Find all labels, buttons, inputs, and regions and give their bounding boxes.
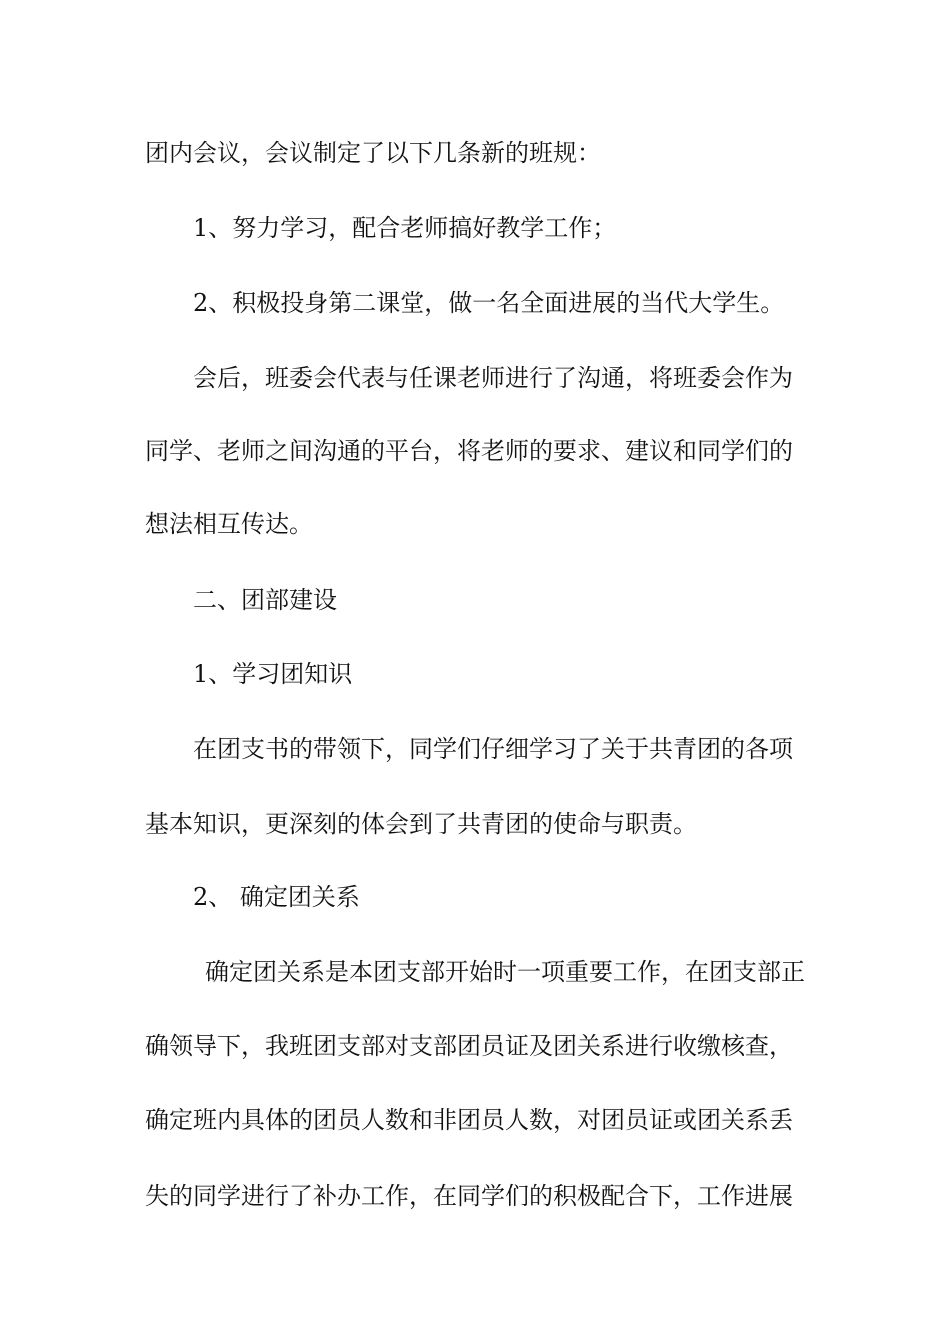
paragraph-line: 同学、老师之间沟通的平台，将老师的要求、建议和同学们的 [145, 437, 793, 465]
rule-item-1: 1、努力学习，配合老师搞好教学工作； [193, 214, 617, 242]
paragraph-line: 确领导下，我班团支部对支部团员证及团关系进行收缴核查， [145, 1032, 793, 1060]
subsection-heading: 1、学习团知识 [193, 660, 353, 688]
paragraph-line: 失的同学进行了补办工作，在同学们的积极配合下，工作进展 [145, 1182, 793, 1210]
rule-item-2: 2、积极投身第二课堂，做一名全面进展的当代大学生。 [193, 289, 785, 317]
paragraph-line: 想法相互传达。 [145, 510, 313, 538]
paragraph-line: 确定团关系是本团支部开始时一项重要工作，在团支部正 [205, 958, 805, 986]
paragraph-line: 会后，班委会代表与任课老师进行了沟通，将班委会作为 [193, 364, 793, 392]
paragraph-line: 基本知识，更深刻的体会到了共青团的使命与职责。 [145, 810, 697, 838]
paragraph-line: 在团支书的带领下，同学们仔细学习了关于共青团的各项 [193, 735, 793, 763]
paragraph-line: 团内会议，会议制定了以下几条新的班规： [145, 139, 601, 167]
section-heading: 二、团部建设 [193, 586, 337, 614]
paragraph-line: 确定班内具体的团员人数和非团员人数，对团员证或团关系丢 [145, 1106, 793, 1134]
subsection-heading: 2、 确定团关系 [193, 883, 360, 911]
